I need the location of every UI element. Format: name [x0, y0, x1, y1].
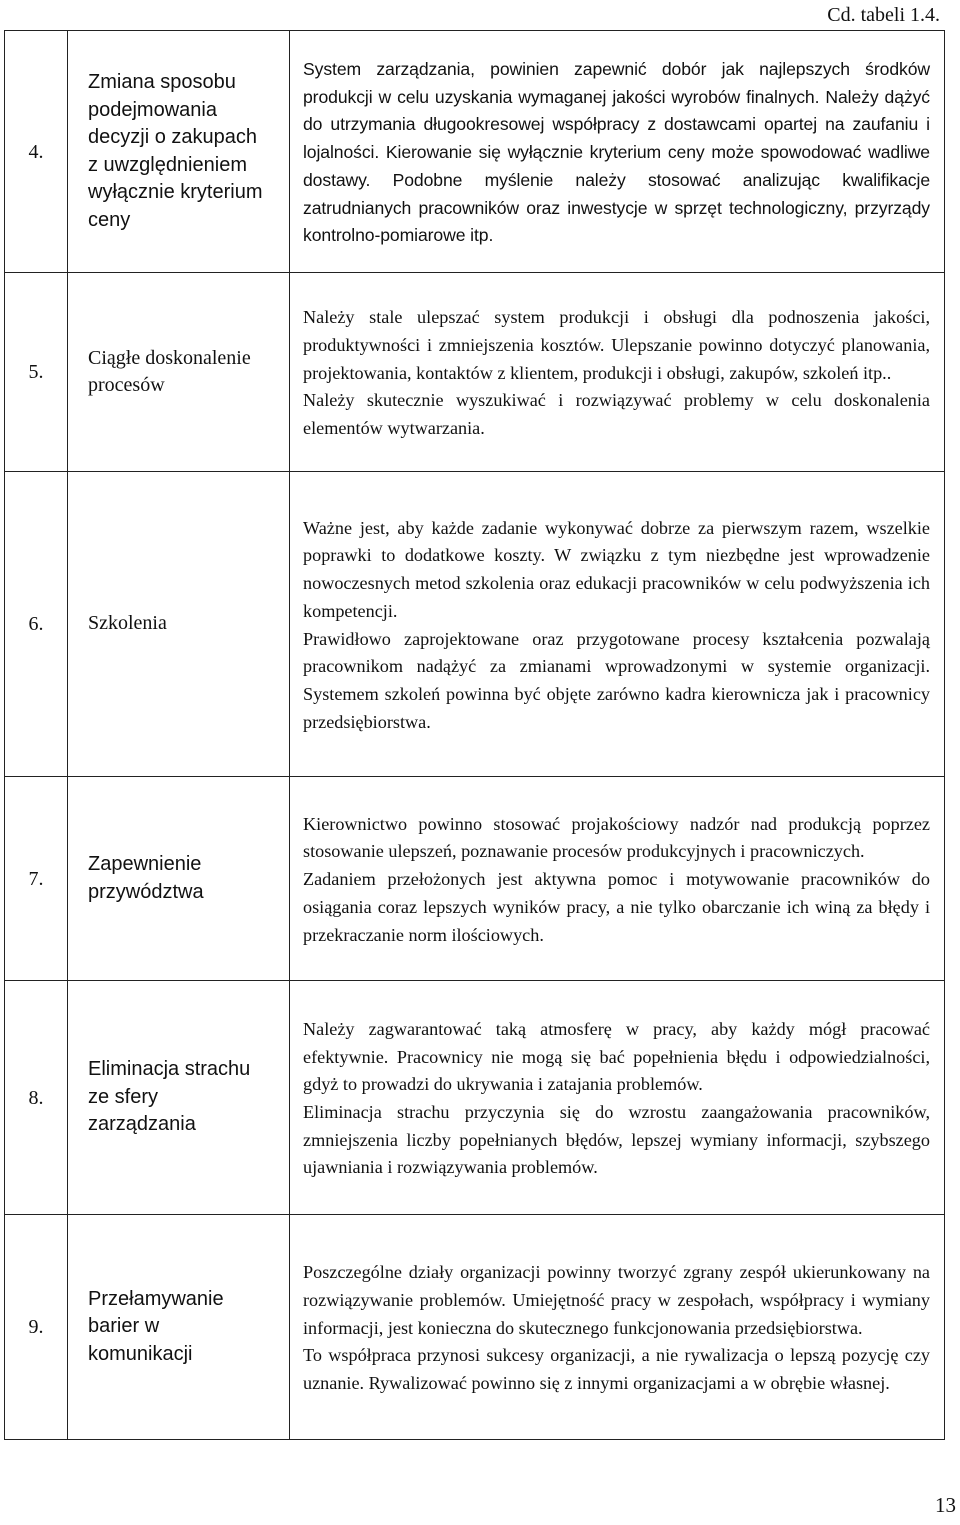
table-row	[5, 777, 945, 981]
principles-table	[4, 30, 945, 1440]
table-row	[5, 472, 945, 777]
row-number: 8.	[5, 981, 68, 1215]
row-description	[290, 472, 945, 777]
description-paragraph: System zarządzania, powinien zapewnić dobór jak najlepszych środków produkcji w celu uzyskania wymaganej jakości wyrobów finalnych. Należy dążyć do utrzymania długookresowej współpracy z dostawcami opartej na zaufaniu i lojalności. Kierowanie się wyłącznie kryterium ceny może spowodować wadliwe dostawy. Podobne myślenie należy stosować analizując kwalifikacje zatrudnianych pracowników oraz inwestycje w sprzęt technologiczny, przyrządy kontrolno-pomiarowe itp.	[303, 59, 930, 246]
description-paragraph: Należy stale ulepszać system produkcji i obsługi dla podnoszenia jakości, produktywności i zmniejszenia kosztów. Ulepszanie powinno dotyczyć planowania, projektowania, kontaktów z klientem, produkcji i obsługi, zakupów, szkoleń itp..	[303, 307, 930, 383]
description-paragraph: Należy zagwarantować taką atmosferę w pracy, aby każdy mógł pracować efektywnie. Pracownicy nie mogą się bać popełnienia błędu i odpowiedzialności, gdyż to prowadzi do ukrywania i zatajania problemów.	[303, 1018, 930, 1095]
table-row	[5, 31, 945, 273]
row-title: Zmiana sposobu podejmowania decyzji o zakupach z uwzględnieniem wyłącznie kryterium ceny	[68, 31, 290, 273]
table-row	[5, 273, 945, 472]
row-description	[290, 1215, 945, 1440]
row-number: 9.	[5, 1215, 68, 1440]
table-row	[5, 981, 945, 1215]
row-number: 5.	[5, 273, 68, 472]
description-paragraph: Poszczególne działy organizacji powinny tworzyć zgrany zespół ukierunkowany na rozwiązywanie problemów. Umiejętność pracy w zespołach, współpracy i wymiany informacji, jest konieczna do skutecznego funkcjonowania przedsiębiorstwa.	[303, 1262, 930, 1338]
table-continuation-caption: Cd. tabeli 1.4.	[827, 4, 940, 26]
row-number: 7.	[5, 777, 68, 981]
description-paragraph: Prawidłowo zaprojektowane oraz przygotowane procesy kształcenia pozwalają pracownikom nadążyć za zmianami wprowadzonymi w systemie organizacji. Systemem szkoleń powinna być objęte zarówno kadra kierownicza jak i pracownicy przedsiębiorstwa.	[303, 628, 930, 732]
description-paragraph: Kierownictwo powinno stosować projakościowy nadzór nad produkcją poprzez stosowanie ulepszeń, poznawanie procesów produkcyjnych i pracowniczych.	[303, 813, 930, 862]
description-paragraph: To współpraca przynosi sukcesy organizacji, a nie rywalizacja o lepszą pozycję czy uznanie. Rywalizować powinno się z innymi organizacjami a w obrębie własnej.	[303, 1345, 930, 1394]
row-title: Szkolenia	[68, 472, 290, 777]
row-number: 6.	[5, 472, 68, 777]
page-number: 13	[935, 1493, 956, 1517]
row-title: Ciągłe doskonalenie procesów	[68, 273, 290, 472]
row-description	[290, 981, 945, 1215]
row-description	[290, 273, 945, 472]
row-title: Zapewnienie przywództwa	[68, 777, 290, 981]
row-number: 4.	[5, 31, 68, 273]
description-paragraph: Należy skutecznie wyszukiwać i rozwiązywać problemy w celu doskonalenia elementów wytwarzania.	[303, 390, 930, 439]
row-title: Eliminacja strachu ze sfery zarządzania	[68, 981, 290, 1215]
row-description	[290, 31, 945, 273]
description-paragraph: Eliminacja strachu przyczynia się do wzrostu zaangażowania pracowników, zmniejszenia liczby popełnianych błędów, lepszej wymiany informacji, szybszego ujawniania i rozwiązywania problemów.	[303, 1102, 930, 1178]
row-description	[290, 777, 945, 981]
row-title: Przełamywanie barier w komunikacji	[68, 1215, 290, 1440]
description-paragraph: Ważne jest, aby każde zadanie wykonywać dobrze za pierwszym razem, wszelkie poprawki to dodatkowe koszty. W związku z tym niezbędne jest wprowadzenie nowoczesnych metod szkolenia oraz edukacji pracowników w celu podwyższenia ich kompetencji.	[303, 517, 930, 621]
table-row	[5, 1215, 945, 1440]
description-paragraph: Zadaniem przełożonych jest aktywna pomoc i motywowanie pracowników do osiągania coraz lepszych wyników pracy, a nie tylko obarczanie ich winą za błędy i przekraczanie norm ilościowych.	[303, 869, 930, 945]
